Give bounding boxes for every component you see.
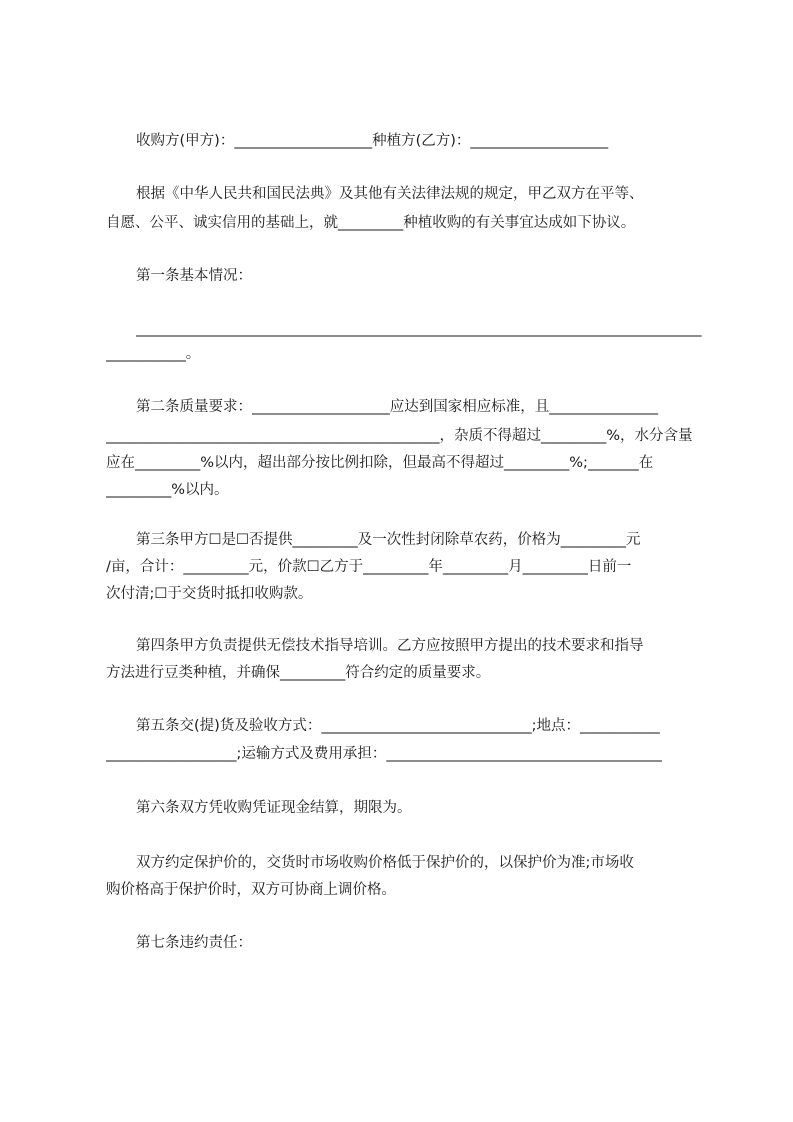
article4-line-2: 方法进行豆类种植，并确保_________符合约定的质量要求。 [106, 665, 491, 681]
article5-line-1: 第五条交(提)货及验收方式：_____________________________;地点：___________ [136, 718, 660, 734]
article6-line: 第六条双方凭收购凭证现金结算，期限为。 [136, 800, 412, 816]
protection-price-line-1: 双方约定保护价的，交货时市场收购价格低于保护价的，以保护价为准;市场收 [136, 855, 634, 871]
article1-blank-line-1: ______________________________________________________________________________ [136, 321, 702, 337]
protection-price-line-2: 购价格高于保护价时，双方可协商上调价格。 [106, 882, 396, 898]
article2-line-1: 第二条质量要求：___________________应达到国家相应标准，且_______________ [136, 399, 658, 415]
article2-line-4: _________%以内。 [106, 482, 229, 498]
article2-line-2: ______________________________________________，杂质不得超过_________%，水分含量 [106, 428, 693, 444]
article2-line-3: 应在_________%以内，超出部分按比例扣除，但最高不得超过_________%;_______在 [106, 455, 654, 471]
article5-line-2: __________________;运输方式及费用承担：______________________________________ [106, 746, 662, 762]
article4-line-1: 第四条甲方负责提供无偿技术指导培训。乙方应按照甲方提出的技术要求和指导 [136, 638, 644, 654]
article3-line-2: /亩，合计：_________元，价款☐乙方于_________年_________月_________日前一 [106, 559, 632, 575]
preamble-line-1: 根据《中华人民共和国民法典》及其他有关法律法规的规定，甲乙双方在平等、 [136, 186, 644, 202]
article7-title: 第七条违约责任： [136, 935, 252, 951]
preamble-line-2: 自愿、公平、诚实信用的基础上，就_________种植收购的有关事宜达成如下协议。 [106, 215, 636, 231]
article3-line-1: 第三条甲方☐是☐否提供_________及一次性封闭除草农药，价格为_________元 [136, 532, 641, 548]
article3-line-3: 次付清;☐于交货时抵扣收购款。 [106, 586, 313, 602]
article1-title: 第一条基本情况： [136, 268, 252, 284]
parties-line: 收购方(甲方)：___________________种植方(乙方)：___________________ [136, 133, 609, 149]
article1-blank-line-2: ___________。 [106, 346, 201, 362]
